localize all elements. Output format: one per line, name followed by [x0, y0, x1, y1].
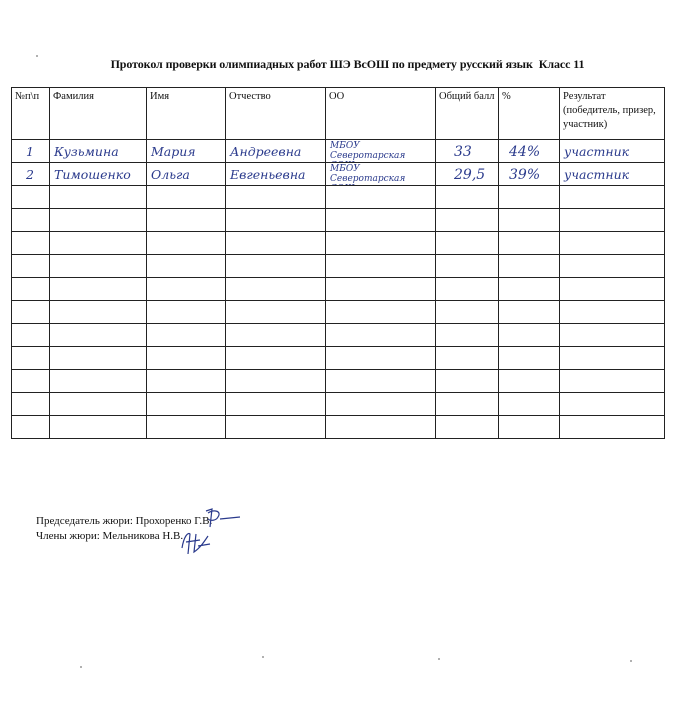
empty-cell	[499, 324, 560, 347]
empty-table-row	[12, 393, 665, 416]
empty-cell	[560, 393, 665, 416]
empty-cell	[226, 393, 326, 416]
empty-cell	[12, 301, 50, 324]
empty-cell	[147, 278, 226, 301]
scan-speck	[80, 666, 82, 668]
empty-cell	[226, 416, 326, 439]
empty-cell	[226, 278, 326, 301]
empty-cell	[560, 278, 665, 301]
empty-cell	[50, 324, 147, 347]
percent-cell: 39%	[509, 167, 541, 183]
empty-cell	[50, 347, 147, 370]
scan-speck	[438, 658, 440, 660]
empty-cell	[436, 393, 499, 416]
empty-table-row	[12, 324, 665, 347]
empty-cell	[226, 209, 326, 232]
empty-cell	[560, 186, 665, 209]
header-result: Результат (победитель, призер, участник)	[560, 88, 665, 140]
empty-cell	[50, 209, 147, 232]
header-patronymic: Отчество	[226, 88, 326, 140]
empty-cell	[326, 324, 436, 347]
empty-cell	[436, 255, 499, 278]
empty-cell	[436, 416, 499, 439]
empty-cell	[560, 347, 665, 370]
empty-cell	[50, 278, 147, 301]
empty-cell	[147, 416, 226, 439]
empty-cell	[326, 301, 436, 324]
empty-cell	[560, 416, 665, 439]
empty-cell	[436, 324, 499, 347]
empty-cell	[147, 301, 226, 324]
empty-cell	[499, 255, 560, 278]
header-num: №п\п	[12, 88, 50, 140]
empty-cell	[50, 416, 147, 439]
empty-cell	[147, 186, 226, 209]
empty-cell	[326, 393, 436, 416]
row-number: 2	[26, 167, 34, 182]
header-percent: %	[499, 88, 560, 140]
empty-cell	[560, 255, 665, 278]
empty-cell	[12, 232, 50, 255]
empty-cell	[12, 416, 50, 439]
empty-cell	[560, 301, 665, 324]
empty-cell	[560, 370, 665, 393]
empty-cell	[147, 255, 226, 278]
empty-table-row	[12, 209, 665, 232]
header-surname: Фамилия	[50, 88, 147, 140]
protocol-title	[0, 57, 695, 72]
empty-cell	[560, 324, 665, 347]
school-cell: МБОУ Северотарская	[330, 164, 406, 184]
name-cell: Мария	[151, 144, 196, 159]
empty-cell	[326, 370, 436, 393]
empty-cell	[12, 209, 50, 232]
name-cell: Ольга	[151, 167, 190, 182]
empty-table-row	[12, 255, 665, 278]
header-name: Имя	[147, 88, 226, 140]
table-row	[12, 163, 665, 186]
header-score: Общий балл	[436, 88, 499, 140]
empty-cell	[499, 347, 560, 370]
result-cell: участник	[564, 144, 630, 159]
empty-table-row	[12, 232, 665, 255]
empty-cell	[499, 232, 560, 255]
empty-cell	[499, 370, 560, 393]
surname-cell: Кузьмина	[54, 144, 119, 159]
empty-cell	[147, 324, 226, 347]
empty-cell	[147, 370, 226, 393]
results-table	[11, 87, 665, 439]
empty-cell	[326, 186, 436, 209]
empty-cell	[326, 347, 436, 370]
empty-cell	[12, 186, 50, 209]
empty-cell	[226, 301, 326, 324]
empty-cell	[50, 393, 147, 416]
empty-cell	[326, 416, 436, 439]
title-main: Протокол проверки олимпиадных работ ШЭ ВсОШ по предмету	[110, 57, 457, 71]
empty-table-row	[12, 301, 665, 324]
empty-cell	[326, 209, 436, 232]
empty-cell	[560, 209, 665, 232]
empty-cell	[12, 347, 50, 370]
empty-cell	[50, 186, 147, 209]
empty-cell	[326, 278, 436, 301]
table-row	[12, 140, 665, 163]
empty-cell	[226, 255, 326, 278]
empty-cell	[12, 278, 50, 301]
empty-cell	[436, 278, 499, 301]
empty-cell	[499, 209, 560, 232]
empty-cell	[326, 255, 436, 278]
empty-cell	[560, 232, 665, 255]
surname-cell: Тимошенко	[54, 167, 131, 182]
empty-cell	[226, 186, 326, 209]
empty-cell	[499, 301, 560, 324]
empty-cell	[499, 278, 560, 301]
result-cell: участник	[564, 167, 630, 182]
score-cell: 33	[454, 144, 472, 160]
empty-cell	[147, 347, 226, 370]
empty-cell	[226, 347, 326, 370]
empty-cell	[12, 370, 50, 393]
empty-cell	[436, 186, 499, 209]
member-signature	[178, 528, 214, 558]
empty-table-row	[12, 347, 665, 370]
jury-chair: Председатель жюри: Прохоренко Г.В.	[36, 515, 213, 527]
title-subject: русский язык	[459, 57, 533, 71]
empty-cell	[436, 301, 499, 324]
empty-table-row	[12, 278, 665, 301]
scan-speck	[630, 660, 632, 662]
empty-cell	[499, 416, 560, 439]
jury-members: Члены жюри: Мельникова Н.В.	[36, 530, 184, 542]
empty-cell	[499, 186, 560, 209]
empty-cell	[436, 232, 499, 255]
header-school: ОО	[326, 88, 436, 140]
empty-cell	[12, 324, 50, 347]
school-cell: МБОУ Северотарская	[330, 141, 406, 161]
empty-cell	[436, 209, 499, 232]
empty-cell	[326, 232, 436, 255]
empty-cell	[50, 301, 147, 324]
table-header-row	[12, 88, 665, 140]
scan-speck	[36, 55, 38, 57]
empty-cell	[12, 393, 50, 416]
empty-table-row	[12, 186, 665, 209]
empty-cell	[147, 209, 226, 232]
empty-cell	[499, 393, 560, 416]
percent-cell: 44%	[509, 144, 541, 160]
empty-cell	[226, 324, 326, 347]
scan-speck	[262, 656, 264, 658]
empty-table-row	[12, 370, 665, 393]
empty-cell	[436, 347, 499, 370]
empty-cell	[12, 255, 50, 278]
row-number: 1	[26, 144, 34, 159]
empty-cell	[50, 370, 147, 393]
patronymic-cell: Андреевна	[230, 144, 302, 159]
empty-cell	[226, 232, 326, 255]
empty-cell	[147, 393, 226, 416]
score-cell: 29,5	[454, 167, 486, 183]
empty-cell	[436, 370, 499, 393]
empty-table-row	[12, 416, 665, 439]
empty-cell	[50, 232, 147, 255]
empty-cell	[226, 370, 326, 393]
empty-cell	[50, 255, 147, 278]
patronymic-cell: Евгеньевна	[230, 167, 306, 182]
title-class: Класс 11	[538, 57, 585, 71]
empty-cell	[147, 232, 226, 255]
